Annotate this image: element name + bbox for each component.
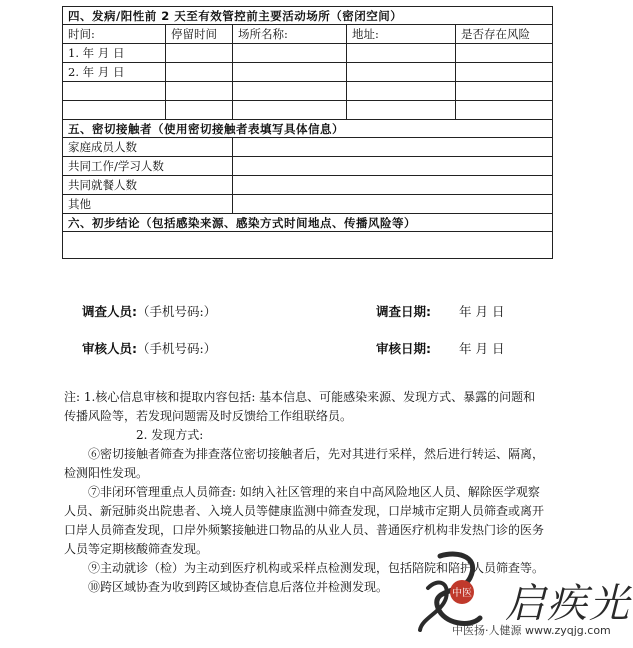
conclusion-field[interactable] (63, 232, 553, 259)
cell-date[interactable] (63, 101, 166, 120)
cell-address[interactable] (347, 44, 456, 63)
note-6: ⑥密切接触者筛查为排查落位密切接触者后，先对其进行采样，然后进行转运、隔离，检测阳性发现。 (64, 447, 545, 480)
cell-date[interactable]: 1. 年 月 日 (63, 44, 166, 63)
watermark-brand: 启疾光 (505, 581, 631, 627)
note-10: ⑩跨区域协查为收到跨区域协查信息后落位并检测发现。 (88, 580, 389, 594)
cell-risk[interactable] (456, 101, 553, 120)
contact-value-dining[interactable] (233, 176, 553, 195)
cell-stay[interactable] (166, 101, 233, 120)
watermark-badge: 中医 (452, 588, 472, 599)
cell-place[interactable] (233, 101, 347, 120)
contact-value-family[interactable] (233, 138, 553, 157)
contact-label-work: 共同工作/学习人数 (63, 157, 233, 176)
note-1 (64, 388, 544, 426)
cell-date[interactable] (63, 82, 166, 101)
note-7: ⑦非闭环管理重点人员筛查: 如纳入社区管理的来自中高风险地区人员、解除医学观察人员、新冠肺炎出院患者、入境人员等健康监测中筛查发现，口岸城市定期人员筛查或离开口岸人员筛查发现，口岸外频繁接触进口物品的从业人员、普通医疗机构非发热门诊的医务人员等定期核酸筛查发现。 (64, 485, 545, 556)
investigator-phone[interactable]: （手机号码:） (137, 304, 217, 319)
table-row (63, 44, 553, 63)
col-header-risk: 是否存在风险 (456, 25, 553, 44)
table-row (63, 157, 553, 176)
investigate-date-label: 调查日期: (376, 304, 431, 319)
note-2: 2. 发现方式: (136, 428, 204, 442)
investigator-label: 调查人员: (82, 304, 137, 319)
cell-address[interactable] (347, 82, 456, 101)
cell-place[interactable] (233, 82, 347, 101)
note-1-text: 核心信息审核和提取内容包括: 基本信息、可能感染来源、发现方式、暴露的问题和传播风险等，若发现问题需及时反馈给工作组联络员。 (64, 390, 536, 423)
cell-address[interactable] (347, 101, 456, 120)
cell-risk[interactable] (456, 82, 553, 101)
cell-address[interactable] (347, 63, 456, 82)
cell-stay[interactable] (166, 63, 233, 82)
col-header-address: 地址: (347, 25, 456, 44)
table-row (63, 82, 553, 101)
table-row (63, 63, 553, 82)
section6-title: 六、初步结论（包括感染来源、感染方式时间地点、传播风险等） (63, 214, 553, 232)
contact-label-other: 其他 (63, 195, 233, 214)
cell-place[interactable] (233, 44, 347, 63)
col-header-time: 时间: (63, 25, 166, 44)
review-date-line (376, 339, 504, 357)
contact-label-family: 家庭成员人数 (63, 138, 233, 157)
investigator-line (82, 302, 216, 320)
reviewer-label: 审核人员: (82, 341, 137, 356)
cell-date[interactable]: 2. 年 月 日 (63, 63, 166, 82)
epidemiology-form-table (62, 6, 553, 259)
reviewer-line (82, 339, 216, 357)
investigate-date-line (376, 302, 504, 320)
cell-risk[interactable] (456, 44, 553, 63)
table-row (63, 195, 553, 214)
watermark-tagline: 中医扬·人健源 www.zyqjg.com (452, 624, 611, 637)
table-row (63, 176, 553, 195)
table-row (63, 138, 553, 157)
cell-risk[interactable] (456, 63, 553, 82)
section4-header-row (63, 25, 553, 44)
contact-label-dining: 共同就餐人数 (63, 176, 233, 195)
review-date-value[interactable]: 年 月 日 (459, 341, 505, 356)
section5-title: 五、密切接触者（使用密切接触者表填写具体信息） (63, 120, 553, 138)
reviewer-phone[interactable]: （手机号码:） (137, 341, 217, 356)
table-row (63, 101, 553, 120)
note-1-prefix: 注: 1. (64, 390, 96, 404)
contact-value-other[interactable] (233, 195, 553, 214)
col-header-stay: 停留时间 (166, 25, 233, 44)
cell-stay[interactable] (166, 82, 233, 101)
section4-title: 四、发病/阳性前 2 天至有效管控前主要活动场所（密闭空间） (63, 7, 553, 25)
note-9: ⑨主动就诊（检）为主动到医疗机构或采样点检测发现，包括陪院和陪护人员筛查等。 (88, 561, 545, 575)
investigate-date-value[interactable]: 年 月 日 (459, 304, 505, 319)
review-date-label: 审核日期: (376, 341, 431, 356)
col-header-place: 场所名称: (233, 25, 347, 44)
contact-value-work[interactable] (233, 157, 553, 176)
cell-place[interactable] (233, 63, 347, 82)
cell-stay[interactable] (166, 44, 233, 63)
